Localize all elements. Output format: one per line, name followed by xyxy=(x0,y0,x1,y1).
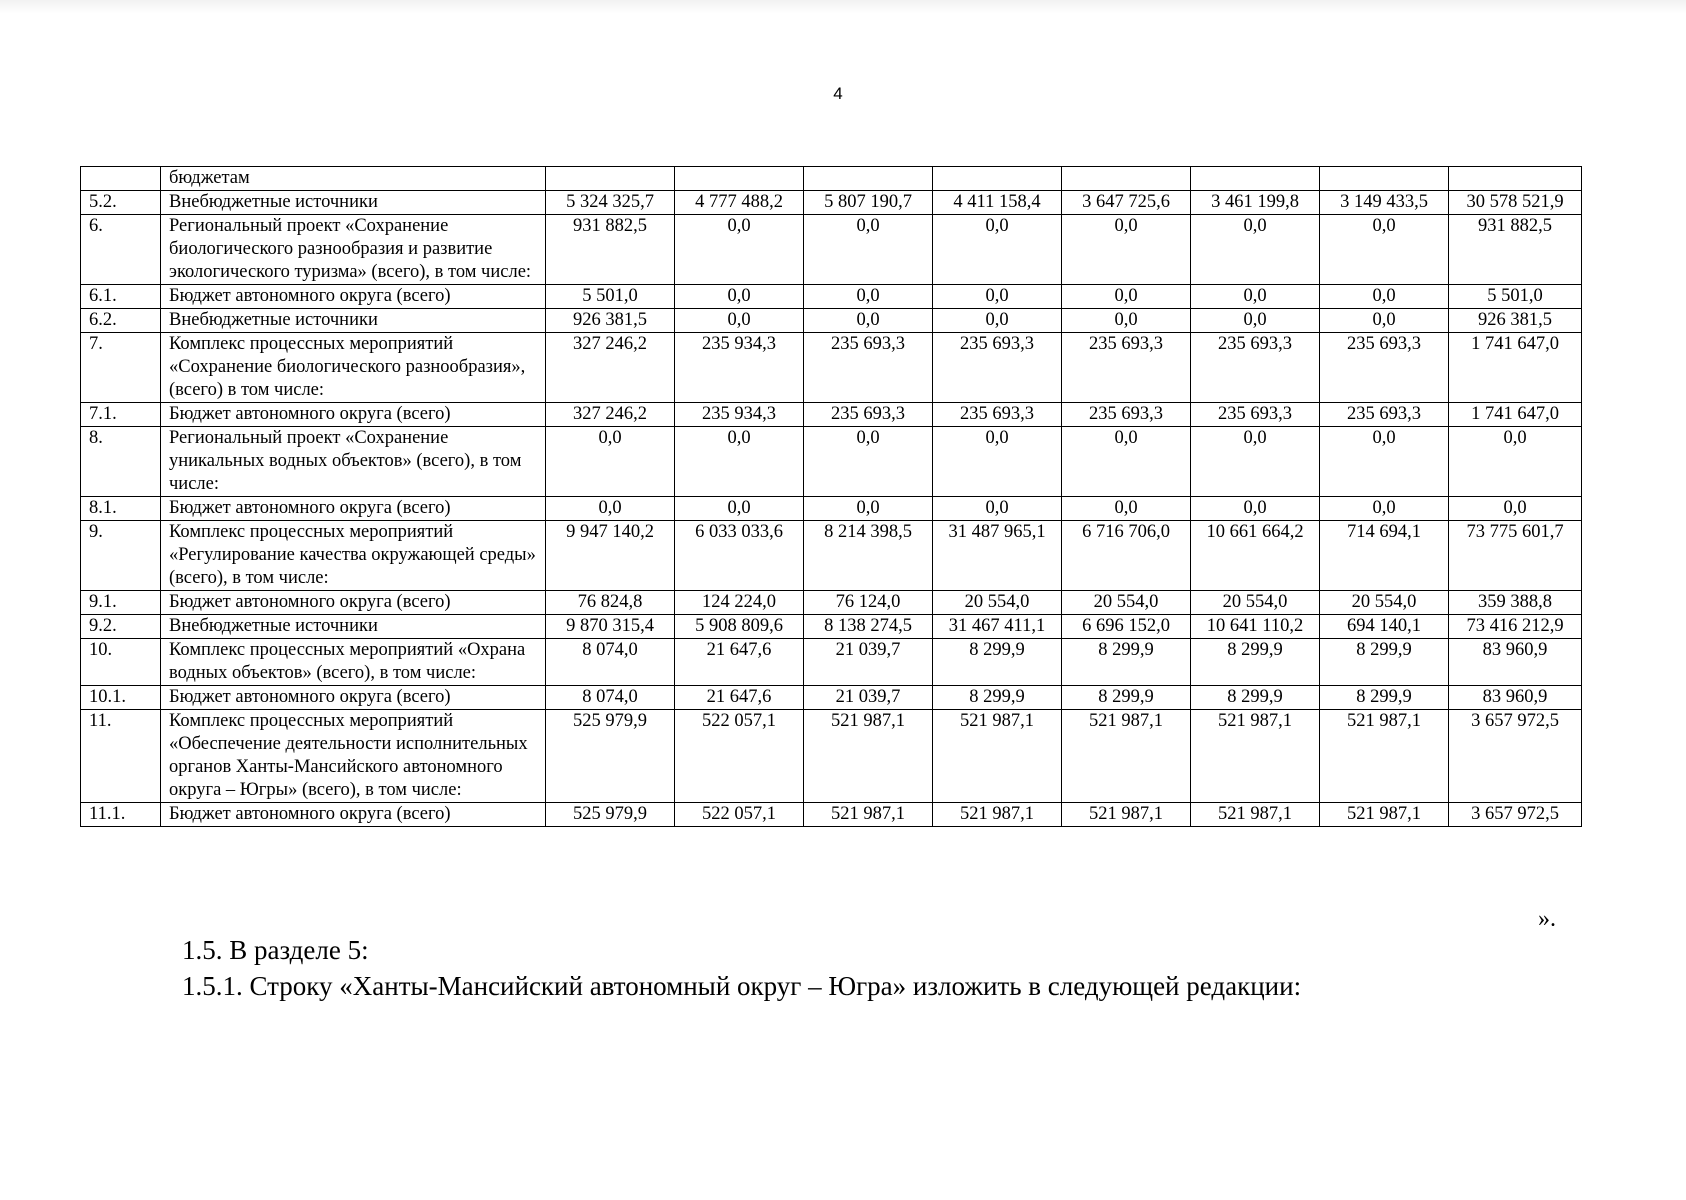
table-row xyxy=(81,403,1582,427)
row-name-cell: Бюджет автономного округа (всего) xyxy=(161,591,546,615)
row-number-cell: 6.2. xyxy=(81,309,161,333)
value-cell: 0,0 xyxy=(675,497,804,521)
table-row xyxy=(81,333,1582,403)
value-cell: 926 381,5 xyxy=(546,309,675,333)
total-value-cell: 931 882,5 xyxy=(1449,215,1582,285)
value-cell: 76 124,0 xyxy=(804,591,933,615)
value-cell: 3 149 433,5 xyxy=(1320,191,1449,215)
total-value-cell: 926 381,5 xyxy=(1449,309,1582,333)
row-name-cell: Внебюджетные источники xyxy=(161,309,546,333)
value-cell: 931 882,5 xyxy=(546,215,675,285)
row-number-cell: 11.1. xyxy=(81,803,161,827)
value-cell: 0,0 xyxy=(1320,497,1449,521)
value-cell: 6 696 152,0 xyxy=(1062,615,1191,639)
value-cell: 5 908 809,6 xyxy=(675,615,804,639)
value-cell: 4 411 158,4 xyxy=(933,191,1062,215)
closing-quote: ». xyxy=(1538,906,1556,932)
instruction-paragraph: 1.5.1. Строку «Ханты-Мансийский автономный округ – Югра» изложить в следующей редакции: xyxy=(182,971,1302,1001)
value-cell: 3 647 725,6 xyxy=(1062,191,1191,215)
budget-table xyxy=(80,166,1582,827)
value-cell: 8 299,9 xyxy=(1320,639,1449,686)
value-cell: 20 554,0 xyxy=(1062,591,1191,615)
value-cell: 0,0 xyxy=(804,427,933,497)
row-name-cell: Внебюджетные источники xyxy=(161,191,546,215)
value-cell: 8 214 398,5 xyxy=(804,521,933,591)
value-cell: 0,0 xyxy=(675,215,804,285)
value-cell: 235 934,3 xyxy=(675,333,804,403)
value-cell xyxy=(1062,167,1191,191)
total-value-cell: 5 501,0 xyxy=(1449,285,1582,309)
total-value-cell: 0,0 xyxy=(1449,427,1582,497)
value-cell: 0,0 xyxy=(1191,285,1320,309)
value-cell: 4 777 488,2 xyxy=(675,191,804,215)
total-value-cell: 0,0 xyxy=(1449,497,1582,521)
row-name-cell: Комплекс процессных мероприятий «Сохранение биологического разнообразия», (всего) в том числе: xyxy=(161,333,546,403)
value-cell: 124 224,0 xyxy=(675,591,804,615)
value-cell: 8 299,9 xyxy=(1320,686,1449,710)
value-cell: 0,0 xyxy=(675,309,804,333)
value-cell: 5 324 325,7 xyxy=(546,191,675,215)
row-name-cell: Бюджет автономного округа (всего) xyxy=(161,686,546,710)
row-number-cell: 8. xyxy=(81,427,161,497)
value-cell: 8 074,0 xyxy=(546,639,675,686)
row-number-cell: 7. xyxy=(81,333,161,403)
value-cell: 0,0 xyxy=(804,215,933,285)
value-cell: 0,0 xyxy=(1320,215,1449,285)
table-row xyxy=(81,591,1582,615)
total-value-cell: 73 416 212,9 xyxy=(1449,615,1582,639)
value-cell: 8 299,9 xyxy=(933,639,1062,686)
total-value-cell: 3 657 972,5 xyxy=(1449,710,1582,803)
table-row xyxy=(81,191,1582,215)
table-row xyxy=(81,427,1582,497)
value-cell: 5 501,0 xyxy=(546,285,675,309)
value-cell: 327 246,2 xyxy=(546,333,675,403)
value-cell: 0,0 xyxy=(1191,215,1320,285)
value-cell: 8 299,9 xyxy=(1062,639,1191,686)
value-cell xyxy=(1191,167,1320,191)
row-name-cell: Бюджет автономного округа (всего) xyxy=(161,285,546,309)
row-name-cell: Комплекс процессных мероприятий «Охрана водных объектов» (всего), в том числе: xyxy=(161,639,546,686)
value-cell: 521 987,1 xyxy=(804,710,933,803)
value-cell: 0,0 xyxy=(1062,215,1191,285)
value-cell: 521 987,1 xyxy=(1320,710,1449,803)
value-cell xyxy=(675,167,804,191)
value-cell: 8 299,9 xyxy=(933,686,1062,710)
row-number-cell: 10. xyxy=(81,639,161,686)
value-cell: 0,0 xyxy=(1320,309,1449,333)
value-cell: 6 716 706,0 xyxy=(1062,521,1191,591)
value-cell: 327 246,2 xyxy=(546,403,675,427)
table-row xyxy=(81,803,1582,827)
scan-edge xyxy=(0,0,1686,14)
total-value-cell: 73 775 601,7 xyxy=(1449,521,1582,591)
row-name-cell: Региональный проект «Сохранение биологического разнообразия и развитие экологического туризма» (всего), в том числе: xyxy=(161,215,546,285)
row-number-cell: 10.1. xyxy=(81,686,161,710)
table-row xyxy=(81,167,1582,191)
value-cell: 235 693,3 xyxy=(1320,333,1449,403)
value-cell: 525 979,9 xyxy=(546,710,675,803)
value-cell: 8 138 274,5 xyxy=(804,615,933,639)
row-name-cell: Бюджет автономного округа (всего) xyxy=(161,497,546,521)
row-name-cell: Комплекс процессных мероприятий «Регулирование качества окружающей среды» (всего), в том числе: xyxy=(161,521,546,591)
value-cell: 235 693,3 xyxy=(1320,403,1449,427)
value-cell xyxy=(1320,167,1449,191)
value-cell: 521 987,1 xyxy=(1062,803,1191,827)
value-cell: 0,0 xyxy=(933,497,1062,521)
value-cell: 235 693,3 xyxy=(1191,403,1320,427)
value-cell: 521 987,1 xyxy=(1191,710,1320,803)
row-number-cell: 6. xyxy=(81,215,161,285)
row-number-cell xyxy=(81,167,161,191)
value-cell: 10 641 110,2 xyxy=(1191,615,1320,639)
value-cell: 522 057,1 xyxy=(675,803,804,827)
value-cell: 521 987,1 xyxy=(1062,710,1191,803)
value-cell: 0,0 xyxy=(804,309,933,333)
value-cell: 8 299,9 xyxy=(1062,686,1191,710)
value-cell: 521 987,1 xyxy=(804,803,933,827)
value-cell: 0,0 xyxy=(804,285,933,309)
total-value-cell xyxy=(1449,167,1582,191)
value-cell: 31 467 411,1 xyxy=(933,615,1062,639)
value-cell: 10 661 664,2 xyxy=(1191,521,1320,591)
value-cell: 0,0 xyxy=(933,285,1062,309)
value-cell: 235 693,3 xyxy=(1191,333,1320,403)
value-cell: 5 807 190,7 xyxy=(804,191,933,215)
value-cell: 20 554,0 xyxy=(1320,591,1449,615)
row-number-cell: 9.1. xyxy=(81,591,161,615)
table-row xyxy=(81,309,1582,333)
value-cell: 235 693,3 xyxy=(804,403,933,427)
value-cell xyxy=(546,167,675,191)
value-cell xyxy=(804,167,933,191)
table-row xyxy=(81,615,1582,639)
value-cell: 0,0 xyxy=(1320,427,1449,497)
value-cell: 0,0 xyxy=(675,427,804,497)
value-cell: 3 461 199,8 xyxy=(1191,191,1320,215)
row-number-cell: 9.2. xyxy=(81,615,161,639)
table-row xyxy=(81,710,1582,803)
value-cell: 0,0 xyxy=(546,427,675,497)
value-cell: 9 947 140,2 xyxy=(546,521,675,591)
value-cell: 6 033 033,6 xyxy=(675,521,804,591)
value-cell: 76 824,8 xyxy=(546,591,675,615)
total-value-cell: 1 741 647,0 xyxy=(1449,333,1582,403)
total-value-cell: 83 960,9 xyxy=(1449,686,1582,710)
value-cell: 9 870 315,4 xyxy=(546,615,675,639)
value-cell: 0,0 xyxy=(1062,427,1191,497)
table-row xyxy=(81,686,1582,710)
value-cell: 235 934,3 xyxy=(675,403,804,427)
value-cell: 521 987,1 xyxy=(933,710,1062,803)
value-cell: 20 554,0 xyxy=(933,591,1062,615)
section-heading: 1.5. В разделе 5: xyxy=(182,935,369,965)
value-cell: 521 987,1 xyxy=(1191,803,1320,827)
value-cell: 235 693,3 xyxy=(1062,333,1191,403)
value-cell: 21 039,7 xyxy=(804,686,933,710)
value-cell: 714 694,1 xyxy=(1320,521,1449,591)
row-number-cell: 7.1. xyxy=(81,403,161,427)
value-cell: 0,0 xyxy=(933,309,1062,333)
row-name-cell: Региональный проект «Сохранение уникальных водных объектов» (всего), в том числе: xyxy=(161,427,546,497)
value-cell: 31 487 965,1 xyxy=(933,521,1062,591)
value-cell: 20 554,0 xyxy=(1191,591,1320,615)
value-cell: 0,0 xyxy=(933,427,1062,497)
value-cell: 0,0 xyxy=(546,497,675,521)
value-cell: 525 979,9 xyxy=(546,803,675,827)
row-number-cell: 5.2. xyxy=(81,191,161,215)
value-cell: 0,0 xyxy=(1062,285,1191,309)
value-cell: 235 693,3 xyxy=(933,333,1062,403)
table-row xyxy=(81,285,1582,309)
value-cell: 8 074,0 xyxy=(546,686,675,710)
total-value-cell: 30 578 521,9 xyxy=(1449,191,1582,215)
budget-table-container xyxy=(80,166,1571,827)
total-value-cell: 359 388,8 xyxy=(1449,591,1582,615)
row-name-cell: Бюджет автономного округа (всего) xyxy=(161,803,546,827)
value-cell: 522 057,1 xyxy=(675,710,804,803)
row-number-cell: 11. xyxy=(81,710,161,803)
value-cell: 0,0 xyxy=(1191,497,1320,521)
total-value-cell: 1 741 647,0 xyxy=(1449,403,1582,427)
value-cell: 0,0 xyxy=(933,215,1062,285)
value-cell: 0,0 xyxy=(804,497,933,521)
value-cell: 0,0 xyxy=(1062,497,1191,521)
value-cell: 0,0 xyxy=(1062,309,1191,333)
value-cell: 521 987,1 xyxy=(1320,803,1449,827)
value-cell: 21 647,6 xyxy=(675,686,804,710)
row-name-cell: бюджетам xyxy=(161,167,546,191)
value-cell: 694 140,1 xyxy=(1320,615,1449,639)
row-name-cell: Комплекс процессных мероприятий «Обеспечение деятельности исполнительных органов Ханты-Мансийского автономного округа – Югры» (всего), в том числе: xyxy=(161,710,546,803)
row-name-cell: Внебюджетные источники xyxy=(161,615,546,639)
table-row xyxy=(81,639,1582,686)
value-cell: 235 693,3 xyxy=(804,333,933,403)
row-number-cell: 6.1. xyxy=(81,285,161,309)
value-cell xyxy=(933,167,1062,191)
row-number-cell: 9. xyxy=(81,521,161,591)
table-row xyxy=(81,497,1582,521)
value-cell: 521 987,1 xyxy=(933,803,1062,827)
value-cell: 235 693,3 xyxy=(933,403,1062,427)
value-cell: 0,0 xyxy=(1320,285,1449,309)
table-row xyxy=(81,521,1582,591)
value-cell: 235 693,3 xyxy=(1062,403,1191,427)
value-cell: 0,0 xyxy=(1191,427,1320,497)
row-name-cell: Бюджет автономного округа (всего) xyxy=(161,403,546,427)
value-cell: 0,0 xyxy=(675,285,804,309)
value-cell: 21 647,6 xyxy=(675,639,804,686)
value-cell: 21 039,7 xyxy=(804,639,933,686)
total-value-cell: 3 657 972,5 xyxy=(1449,803,1582,827)
value-cell: 8 299,9 xyxy=(1191,686,1320,710)
total-value-cell: 83 960,9 xyxy=(1449,639,1582,686)
page-number: 4 xyxy=(833,84,843,103)
budget-table-body xyxy=(81,167,1582,827)
row-number-cell: 8.1. xyxy=(81,497,161,521)
value-cell: 0,0 xyxy=(1191,309,1320,333)
table-row xyxy=(81,215,1582,285)
value-cell: 8 299,9 xyxy=(1191,639,1320,686)
